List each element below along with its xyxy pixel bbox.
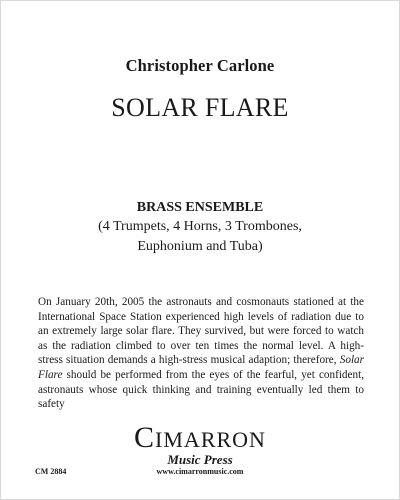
program-notes-line: as the radiation climbed to over ten times the normal level. A high- (38, 339, 364, 352)
program-notes-line: safety (38, 398, 65, 411)
composer-name: Christopher Carlone (125, 56, 275, 75)
catalog-number: CM 2884 (35, 467, 67, 476)
program-notes-line: Flare should be performed from the eyes of the fearful, yet confident, (38, 368, 364, 381)
publisher-logo-rest: IMARRON (155, 427, 266, 452)
program-notes-line: stress situation demands a high-stress musical adaption; therefore, Solar (38, 354, 364, 367)
program-notes (38, 295, 364, 412)
piece-title: SOLAR FLARE (111, 93, 289, 122)
ensemble-type: BRASS ENSEMBLE (136, 200, 264, 215)
publisher-website: www.cimarronmusic.com (156, 467, 244, 476)
instrumentation (1, 217, 399, 257)
program-notes-line: astronauts whose quick thinking and training eventually led them to (38, 383, 364, 396)
program-notes-line: On January 20th, 2005 the astronauts and cosmonauts stationed at the (38, 296, 364, 308)
instrumentation-line: (4 Trumpets, 4 Horns, 3 Trombones, (98, 219, 302, 234)
piece-title-italic: Flare (38, 368, 63, 381)
program-notes-line: International Space Station experienced high levels of radiation due to (38, 310, 364, 323)
publisher-logo (1, 421, 399, 467)
publisher-logo-wordmark (1, 421, 399, 454)
program-notes-line: an extremely large solar flare. They survived, but were forced to watch (38, 325, 364, 338)
publisher-logo-script: Music Press (167, 452, 233, 467)
piece-title-italic: Solar (339, 354, 364, 367)
publisher-logo-initial: C (134, 421, 156, 454)
instrumentation-line: Euphonium and Tuba) (137, 239, 263, 254)
